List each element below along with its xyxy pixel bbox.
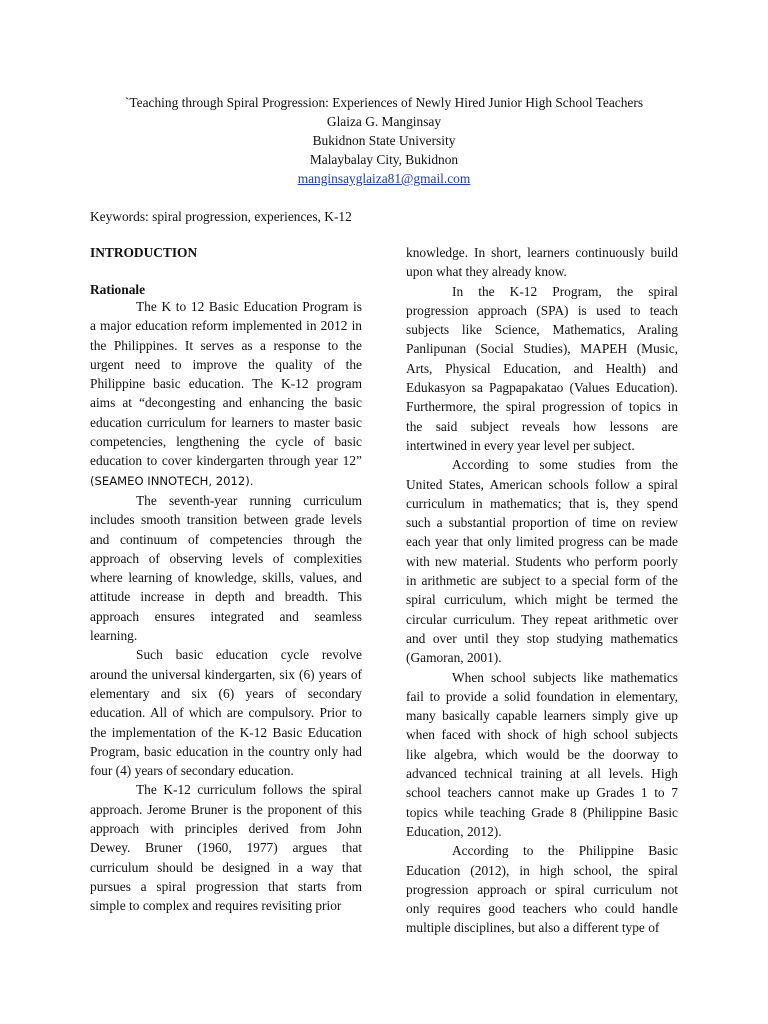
paragraph-text: The K to 12 Basic Education Program is a major education reform implemented in 2012 in the Philippines. It serves as a response to the urgent need to improve the quality of the Philippine basic education. The K-12 program aims at “decongesting and enhancing the basic education curriculum for learners to master basic competencies, lengthening the cycle of basic education to cover kindergarten through year 12” — [90, 299, 362, 469]
right-column — [406, 243, 678, 938]
author-name: Glaiza G. Manginsay — [326, 114, 442, 129]
paper-title: `Teaching through Spiral Progression: Experiences of Newly Hired Junior High School Teachers — [124, 95, 644, 110]
author-email-link[interactable]: manginsayglaiza81@gmail.com — [297, 171, 471, 186]
paragraph: In the K-12 Program, the spiral progression approach (SPA) is used to teach subjects like Science, Mathematics, Araling Panlipunan (Social Studies), MAPEH (Music, Arts, Physical Education, and Health) and Edukasyon sa Pagpapakatao (Values Education). Furthermore, the spiral progression of topics in the said subject reveals how lessons are intertwined in every year level per subject. — [406, 283, 678, 453]
paragraph: Such basic education cycle revolve around the universal kindergarten, six (6) years of elementary and six (6) years of secondary education. All of which are compulsory. Prior to the implementation of the K-12 Basic Education Program, basic education in the country only had four (4) years of secondary education. — [90, 647, 362, 779]
paragraph: According to some studies from the United States, American schools follow a spiral curriculum in mathematics; that is, they spend such a substantial proportion of time on review each year that only limited progress can be made with new material. Students who perform poorly in arithmetic are subject to a special form of the spiral curriculum, which might be termed the circular curriculum. They repeat arithmetic over and over until they stop studying mathematics (Gamoran, 2001). — [406, 457, 678, 666]
paragraph — [90, 297, 362, 491]
author-location: Malaybalay City, Bukidnon — [309, 152, 459, 167]
paragraph: According to the Philippine Basic Education (2012), in high school, the spiral progression approach or spiral curriculum not only requires good teachers who could handle multiple disciplines, but also a different type of — [406, 843, 678, 936]
left-column — [90, 297, 362, 916]
paragraph: When school subjects like mathematics fail to provide a solid foundation in elementary, many basically capable learners simply give up when faced with shock of high school subjects like algebra, which would be the doorway to advanced technical training at all levels. High school teachers cannot make up Grades 1 to 7 topics while teaching Grade 8 (Philippine Basic Education, 2012). — [406, 669, 678, 839]
subsection-heading: Rationale — [90, 282, 146, 297]
citation: (SEAMEO INNOTECH, 2012). — [90, 473, 254, 488]
paragraph: The K-12 curriculum follows the spiral approach. Jerome Bruner is the proponent of this approach with principles derived from John Dewey. Bruner (1960, 1977) argues that curriculum should be designed in a way that pursues a spiral progression that starts from simple to complex and requires revisiting prior — [90, 782, 362, 914]
author-affiliation: Bukidnon State University — [312, 133, 456, 148]
section-heading: INTRODUCTION — [90, 245, 198, 260]
paragraph: The seventh-year running curriculum includes smooth transition between grade levels and continuum of competencies through the approach of observing levels of complexities where learning of knowledge, skills, values, and attitude increase in depth and breadth. This approach ensures integrated and seamless learning. — [90, 492, 362, 644]
paragraph: knowledge. In short, learners continuously build upon what they already know. — [406, 245, 678, 280]
author-email-line — [0, 169, 768, 188]
keywords-line: Keywords: spiral progression, experiences, K-12 — [90, 209, 352, 224]
